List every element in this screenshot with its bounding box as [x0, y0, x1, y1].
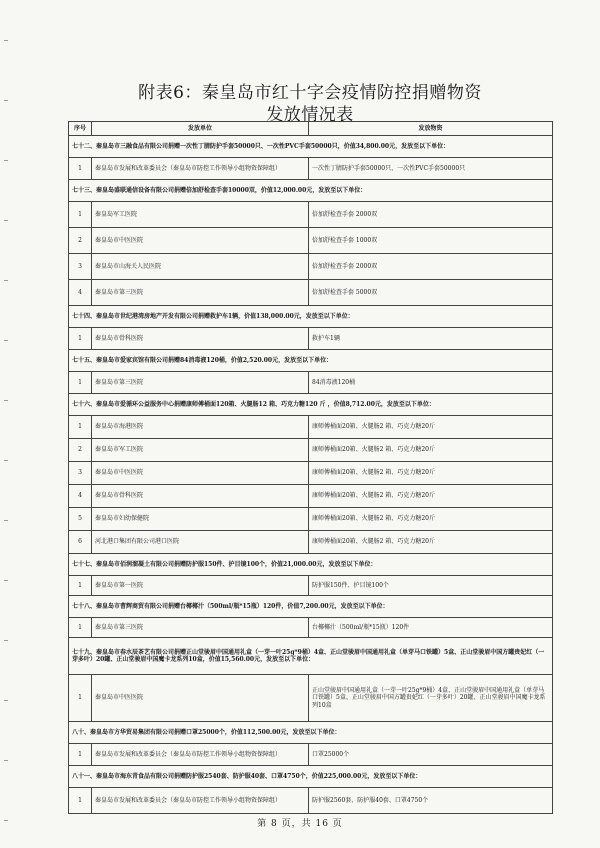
row-items: 倍加舒检查手套 5000双	[309, 280, 553, 306]
row-unit: 秦皇岛市海港医院	[92, 416, 309, 439]
row-unit: 秦皇岛市发展和改革委员会（秦皇岛市防控工作领导小组物资保障组）	[92, 788, 309, 814]
row-items: 防护服2560套、防护服40套、口罩4750个	[309, 788, 553, 814]
header-unit: 发放单位	[92, 122, 309, 136]
row-seq: 1	[69, 372, 92, 394]
row-seq: 1	[69, 788, 92, 814]
row-unit: 秦皇岛市发展和改革委员会（秦皇岛市防控工作领导小组物资保障组）	[92, 744, 309, 766]
table-row	[69, 744, 553, 766]
section-title: 八十、秦皇岛市方华贸易集团有限公司捐赠口罩25000个，价值112,500.00元，发放至以下单位：	[69, 722, 553, 744]
row-unit: 秦皇岛市山海关人民医院	[92, 254, 309, 280]
row-unit: 秦皇岛市第一医院	[92, 576, 309, 596]
row-unit: 河北港口集团有限公司港口医院	[92, 531, 309, 554]
row-unit: 秦皇岛市中医医院	[92, 228, 309, 254]
row-unit: 秦皇岛市发展和改革委员会（秦皇岛市防控工作领导小组物资保障组）	[92, 158, 309, 180]
row-seq: 1	[69, 744, 92, 766]
header-seq: 序号	[69, 122, 92, 136]
row-seq: 1	[69, 158, 92, 180]
row-unit: 秦皇岛市中医医院	[92, 462, 309, 485]
binding-mark	[4, 100, 8, 101]
row-items: 康师傅桶面20箱、火腿肠2 箱、巧克力糖20斤	[309, 416, 553, 439]
row-items: 倍加舒检查手套 2000双	[309, 254, 553, 280]
table-row	[69, 576, 553, 596]
table-row	[69, 531, 553, 554]
section-row	[69, 136, 553, 158]
row-seq: 4	[69, 485, 92, 508]
row-seq: 1	[69, 202, 92, 228]
section-title: 七十五、秦皇岛市爱家宾馆有限公司捐赠84消毒液120桶，价值2,520.00元，发放至以下单位：	[69, 350, 553, 372]
row-items: 倍加舒检查手套 1000双	[309, 228, 553, 254]
table-row	[69, 675, 553, 722]
section-title: 七十八、秦皇岛市曹辉商贸有限公司捐赠台椰椰汁（500ml/瓶*15瓶）120件，价值7,200.00元，发放至以下单位：	[69, 596, 553, 618]
row-unit: 秦皇岛市中医医院	[92, 675, 309, 722]
donation-table	[68, 121, 553, 814]
row-unit: 秦皇岛军工医院	[92, 202, 309, 228]
row-seq: 1	[69, 416, 92, 439]
row-seq: 2	[69, 228, 92, 254]
row-unit: 秦皇岛市妇幼保健院	[92, 508, 309, 531]
row-items: 倍加舒检查手套 2000双	[309, 202, 553, 228]
row-seq: 1	[69, 328, 92, 350]
row-unit: 秦皇岛市骨科医院	[92, 328, 309, 350]
binding-mark	[4, 160, 8, 161]
row-items: 正山堂骏眉中国通用礼盒（一芽一叶25g*9桶）4盒、正山堂骏眉中国通用礼盒（单芽马口铁罐）5盒、正山堂骏眉中国方罐贵妃红（一芽多叶）20罐、正山堂骏眉中国魔卡龙系列10盒	[309, 675, 553, 722]
table-row	[69, 416, 553, 439]
binding-mark	[4, 580, 8, 581]
binding-mark	[4, 400, 8, 401]
binding-mark	[4, 460, 8, 461]
row-unit: 秦皇岛市第三医院	[92, 618, 309, 638]
binding-mark	[4, 40, 8, 41]
section-row	[69, 350, 553, 372]
table-row	[69, 372, 553, 394]
row-items: 一次性丁腈防护手套50000只、一次性PVC手套50000只	[309, 158, 553, 180]
table-header-row	[69, 122, 553, 136]
row-items: 救护车1辆	[309, 328, 553, 350]
section-row	[69, 638, 553, 675]
row-seq: 1	[69, 675, 92, 722]
section-title: 七十三、秦皇岛盛联通信设备有限公司捐赠倍加舒检查手套10000双，价值12,000.00元，发放至以下单位：	[69, 180, 553, 202]
binding-mark	[4, 280, 8, 281]
row-seq: 5	[69, 508, 92, 531]
row-seq: 1	[69, 618, 92, 638]
row-items: 康师傅桶面20箱、火腿肠2 箱、巧克力糖20斤	[309, 485, 553, 508]
binding-mark	[4, 220, 8, 221]
header-items: 发放物资	[309, 122, 553, 136]
binding-mark	[4, 760, 8, 761]
row-items: 84消毒液120桶	[309, 372, 553, 394]
row-items: 康师傅桶面20箱、火腿肠2 箱、巧克力糖20斤	[309, 508, 553, 531]
section-title: 八十一、秦皇岛市海东青食品有限公司捐赠防护服2540套、防护服40套、口罩4750个，价值225,000.00元，发放至以下单位：	[69, 766, 553, 788]
table-row	[69, 485, 553, 508]
binding-mark	[4, 700, 8, 701]
section-row	[69, 722, 553, 744]
table-row	[69, 328, 553, 350]
section-row	[69, 554, 553, 576]
table-row	[69, 228, 553, 254]
section-row	[69, 596, 553, 618]
table-row	[69, 158, 553, 180]
section-row	[69, 766, 553, 788]
table-row	[69, 788, 553, 814]
section-title: 七十六、秦皇岛市爱循环公益服务中心捐赠康师傅桶面120箱、火腿肠12 箱、巧克力糖120 斤 ，价值8,712.00元，发放至以下单位：	[69, 394, 553, 416]
page-title: 附表6：秦皇岛市红十字会疫情防控捐赠物资	[138, 83, 482, 103]
row-items: 康师傅桶面20箱、火腿肠2 箱、巧克力糖20斤	[309, 531, 553, 554]
section-row	[69, 180, 553, 202]
row-seq: 6	[69, 531, 92, 554]
table-row	[69, 439, 553, 462]
binding-mark	[4, 340, 8, 341]
section-row	[69, 306, 553, 328]
table-row	[69, 508, 553, 531]
table-row	[69, 618, 553, 638]
page-subtitle: 发放情况表	[266, 105, 354, 125]
row-items: 台椰椰汁（500ml/瓶*15瓶）120件	[309, 618, 553, 638]
row-seq: 4	[69, 280, 92, 306]
table-row	[69, 202, 553, 228]
section-title: 七十七、秦皇岛市佰润溜凝土有限公司捐赠防护服150件、护目镜100个，价值21,000.00元，发放至以下单位：	[69, 554, 553, 576]
section-title: 七十四、秦皇岛市世纪港湾房地产开发有限公司捐赠救护车1辆，价值138,000.00元，发放至以下单位：	[69, 306, 553, 328]
section-title: 七十九、秦皇岛市春水辰茶艺有限公司捐赠正山堂骏眉中国通用礼盒（一芽一叶25g*9桶）4盒、正山堂骏眉中国通用礼盒（单芽马口铁罐）5盒、正山堂骏眉中国方罐贵妃红（一芽多叶）20罐、正山堂骏眉中国魔卡龙系列10盒，价值15,560.00元，发放至以下单位：	[69, 638, 553, 675]
row-unit: 秦皇岛市第三医院	[92, 280, 309, 306]
row-items: 康师傅桶面20箱、火腿肠2 箱、巧克力糖20斤	[309, 439, 553, 462]
row-items: 口罩25000个	[309, 744, 553, 766]
row-unit: 秦皇岛市军工医院	[92, 439, 309, 462]
section-row	[69, 394, 553, 416]
row-items: 康师傅桶面20箱、火腿肠2 箱、巧克力糖20斤	[309, 462, 553, 485]
binding-mark	[4, 640, 8, 641]
row-seq: 3	[69, 254, 92, 280]
page-footer: 第 8 页，共 16 页	[257, 819, 343, 829]
row-unit: 秦皇岛市第三医院	[92, 372, 309, 394]
binding-mark	[4, 520, 8, 521]
row-seq: 3	[69, 462, 92, 485]
table-row	[69, 280, 553, 306]
row-unit: 秦皇岛市骨科医院	[92, 485, 309, 508]
section-title: 七十二、秦皇岛市三融食品有限公司捐赠一次性丁腈防护手套50000只、一次性PVC手套50000只，价值34,800.00元，发放至以下单位：	[69, 136, 553, 158]
table-row	[69, 462, 553, 485]
row-seq: 1	[69, 576, 92, 596]
row-seq: 2	[69, 439, 92, 462]
table-row	[69, 254, 553, 280]
row-items: 防护服150件、护目镜100个	[309, 576, 553, 596]
